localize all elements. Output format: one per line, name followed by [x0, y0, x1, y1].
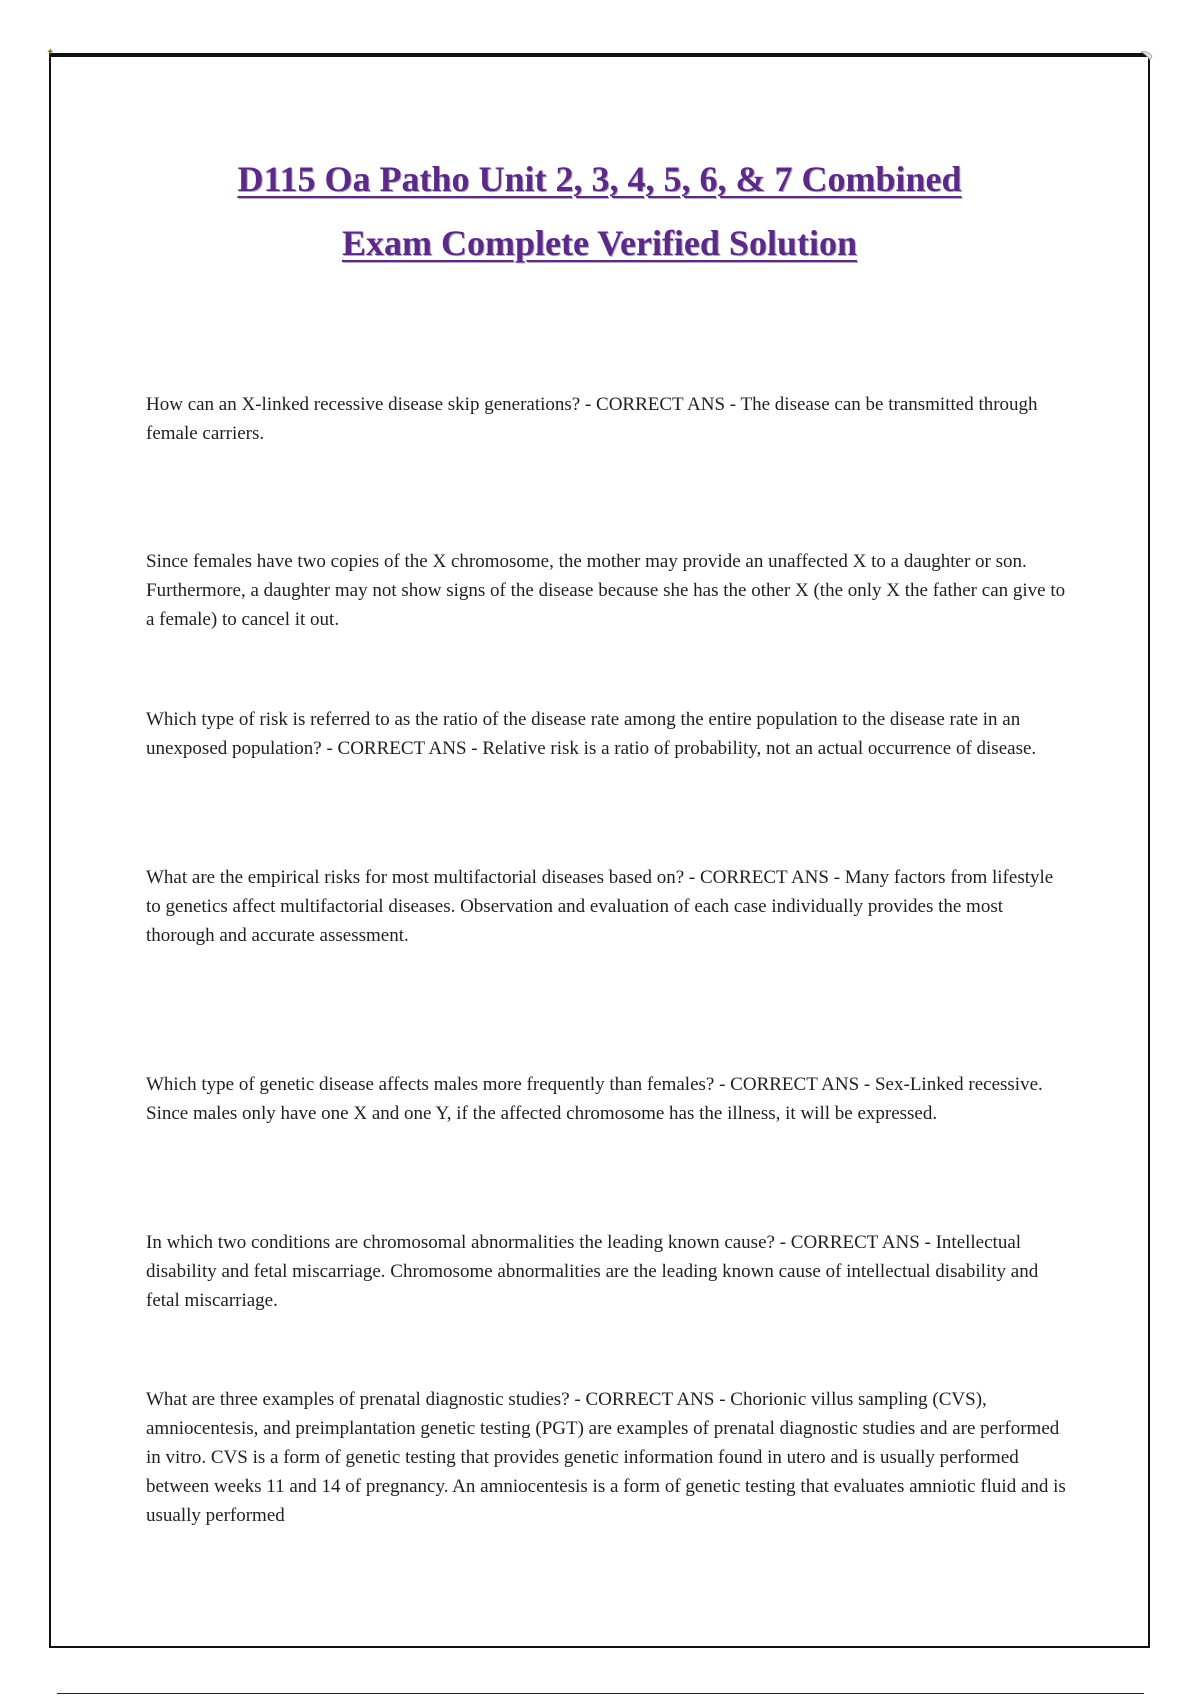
- qa-paragraph: Which type of genetic disease affects males more frequently than females? - CORRECT ANS - Sex-Linked recessive. Since males only have one X and one Y, if the affected chromosome has the illness, it will be expressed.: [146, 1074, 1043, 1124]
- qa-paragraph: Since females have two copies of the X chromosome, the mother may provide an unaffected X to a daughter or son. Furthermore, a daughter may not show signs of the disease because she has the other X (the only X the father can give to a female) to cancel it out.: [146, 551, 1066, 630]
- title-line-2: Exam Complete Verified Solution: [341, 223, 857, 263]
- next-page-edge: [57, 1693, 1144, 1694]
- qa-paragraph: What are the empirical risks for most multifactorial diseases based on? - CORRECT ANS - Many factors from lifestyle to genetics affect multifactorial diseases. Observation and evaluation of each case individually provides the most thorough and accurate assessment.: [146, 867, 1054, 946]
- qa-paragraph: How can an X-linked recessive disease skip generations? - CORRECT ANS - The disease can be transmitted through female carriers.: [146, 394, 1038, 444]
- corner-pin-icon: ✦: [46, 47, 55, 58]
- page-top-border: [49, 53, 1150, 56]
- qa-paragraph: Which type of risk is referred to as the ratio of the disease rate among the entire population to the disease rate in an unexposed population? - CORRECT ANS - Relative risk is a ratio of probability, not an actual occurrence of disease.: [146, 709, 1037, 759]
- qa-paragraph: What are three examples of prenatal diagnostic studies? - CORRECT ANS - Chorionic villus sampling (CVS), amniocentesis, and preimplantation genetic testing (PGT) are examples of prenatal diagnostic studies and are performed in vitro. CVS is a form of genetic testing that provides genetic information found in utero and is usually performed between weeks 11 and 14 of pregnancy. An amniocentesis is a form of genetic testing that evaluates amniotic fluid and is usually performed: [146, 1389, 1066, 1526]
- qa-paragraph: In which two conditions are chromosomal abnormalities the leading known cause? - CORRECT ANS - Intellectual disability and fetal miscarriage. Chromosome abnormalities are the leading known cause of intellectual disability and fetal miscarriage.: [146, 1232, 1039, 1311]
- document-title: [51, 147, 1148, 275]
- page-curl-icon: [1140, 49, 1154, 63]
- document-page: [46, 47, 1150, 1648]
- title-line-1: D115 Oa Patho Unit 2, 3, 4, 5, 6, & 7 Combined: [237, 159, 962, 199]
